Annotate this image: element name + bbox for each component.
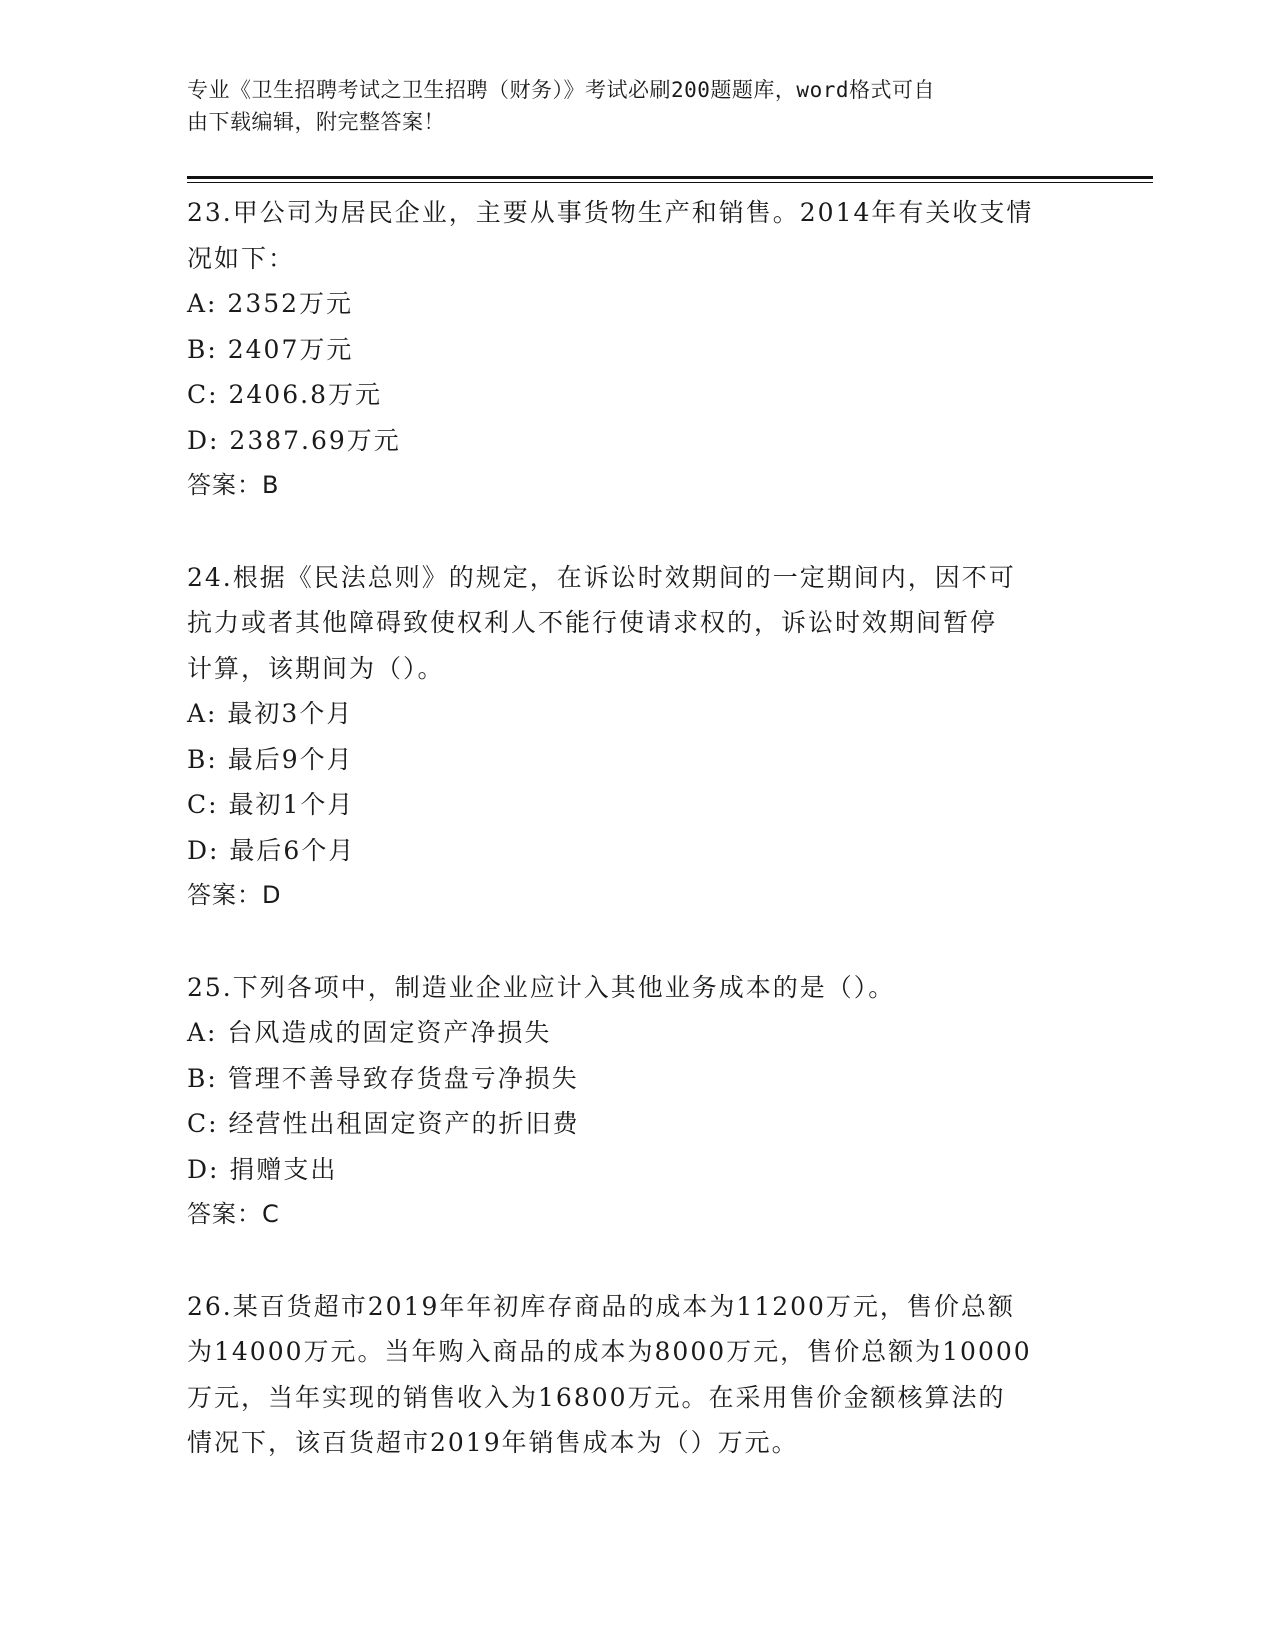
question-stem: [187, 190, 1087, 281]
answer-label: 答案：C: [187, 1200, 280, 1228]
document-header: [187, 74, 1067, 138]
stem-line: 况如下：: [187, 243, 296, 273]
stem-line: 24.根据《民法总则》的规定，在诉讼时效期间的一定期间内，因不可: [187, 562, 1016, 592]
stem-line: 为14000万元。当年购入商品的成本为8000万元，售价总额为10000: [187, 1337, 1032, 1366]
stem-line: 23.甲公司为居民企业，主要从事货物生产和销售。2014年有关收支情: [187, 198, 1034, 227]
question-25: [187, 965, 1087, 1238]
header-line-1: 专业《卫生招聘考试之卫生招聘（财务）》考试必刷200题题库，word格式可自: [187, 78, 935, 102]
option-a: A: 最初3个月: [187, 699, 354, 728]
question-24: [187, 555, 1087, 919]
option-d: D: 2387.69万元: [187, 425, 401, 455]
header-divider-thin: [187, 182, 1153, 183]
question-23: [187, 190, 1087, 509]
question-stem: [187, 1284, 1087, 1466]
option-d: D: 最后6个月: [187, 835, 356, 865]
stem-line: 抗力或者其他障碍致使权利人不能行使请求权的，诉讼时效期间暂停: [187, 608, 998, 637]
question-26: [187, 1284, 1087, 1466]
option-c: C: 经营性出租固定资产的折旧费: [187, 1109, 580, 1138]
stem-line: 25.下列各项中，制造业企业应计入其他业务成本的是（）。: [187, 972, 896, 1002]
option-b: B: 2407万元: [187, 334, 354, 364]
stem-line: 计算，该期间为（）。: [187, 653, 445, 683]
header-divider-thick: [187, 176, 1153, 179]
option-b: B: 最后9个月: [187, 744, 354, 774]
option-c: C: 2406.8万元: [187, 380, 382, 409]
question-stem: [187, 555, 1087, 692]
answer-label: 答案：D: [187, 881, 282, 909]
answer-label: 答案：B: [187, 471, 280, 499]
header-line-2: 由下载编辑，附完整答案！: [187, 110, 445, 134]
option-b: B: 管理不善导致存货盘亏净损失: [187, 1063, 579, 1093]
stem-line: 情况下，该百货超市2019年销售成本为（）万元。: [187, 1428, 799, 1457]
stem-line: 26.某百货超市2019年年初库存商品的成本为11200万元，售价总额: [187, 1291, 1015, 1321]
option-d: D: 捐赠支出: [187, 1154, 338, 1184]
stem-line: 万元，当年实现的销售收入为16800万元。在采用售价金额核算法的: [187, 1382, 1006, 1412]
question-stem: [187, 965, 1087, 1011]
option-a: A: 台风造成的固定资产净损失: [187, 1018, 552, 1047]
option-a: A: 2352万元: [187, 289, 354, 318]
question-list: [187, 190, 1087, 1512]
option-c: C: 最初1个月: [187, 790, 355, 819]
